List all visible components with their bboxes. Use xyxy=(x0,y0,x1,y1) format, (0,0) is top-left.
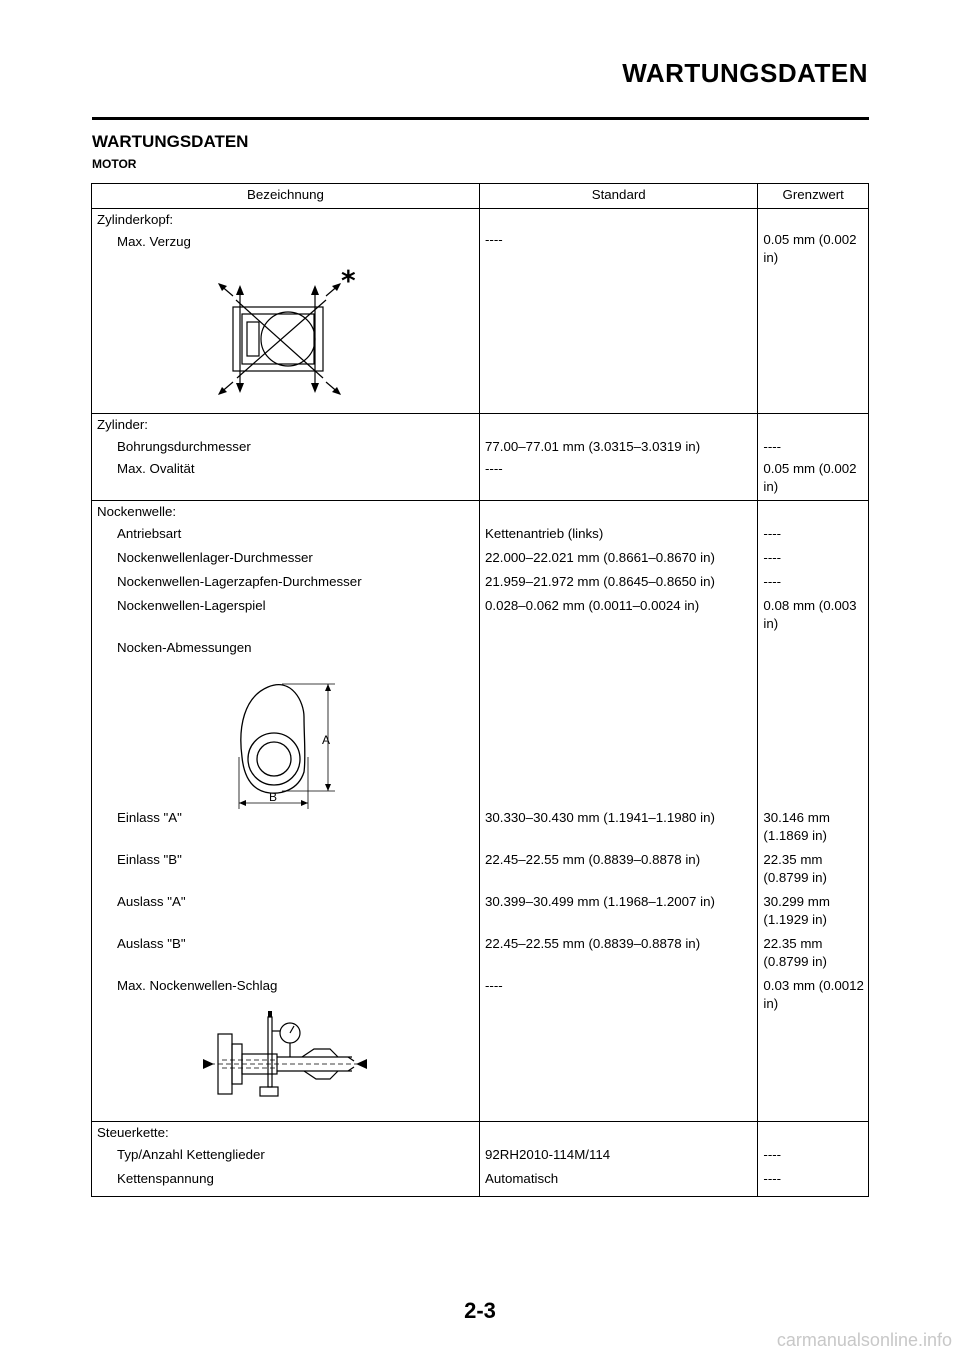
standard-value: 30.330–30.430 mm (1.1941–1.1980 in) xyxy=(485,810,715,825)
column-header-grenzwert: Grenzwert xyxy=(758,184,869,209)
standard-value: 92RH2010-114M/114 xyxy=(485,1147,611,1162)
page-number: 2-3 xyxy=(464,1298,496,1323)
cam-label-a: A xyxy=(322,733,331,747)
column-header-bezeichnung: Bezeichnung xyxy=(92,184,480,209)
row-name: Nocken-Abmessungen xyxy=(117,640,252,655)
row-name: Antriebsart xyxy=(117,526,182,541)
limit-value: ---- xyxy=(763,1171,782,1186)
group-steuerkette xyxy=(92,1122,869,1197)
group-label: Zylinderkopf: xyxy=(97,212,174,227)
standard-value: ---- xyxy=(485,232,503,247)
row-name: Kettenspannung xyxy=(117,1171,214,1186)
limit-value: ---- xyxy=(763,1147,782,1162)
section-title: WARTUNGSDATEN xyxy=(92,132,249,151)
group-nockenwelle xyxy=(92,501,869,1122)
standard-value: 77.00–77.01 mm (3.0315–3.0319 in) xyxy=(485,439,701,454)
standard-value: 0.028–0.062 mm (0.0011–0.0024 in) xyxy=(485,598,700,613)
standard-value: ---- xyxy=(485,978,503,993)
row-name: Nockenwellen-Lagerzapfen-Durchmesser xyxy=(117,574,362,589)
row-name: Auslass "A" xyxy=(117,894,186,909)
limit-value: 22.35 mm (0.8799 in) xyxy=(763,852,827,885)
limit-value: 22.35 mm (0.8799 in) xyxy=(763,936,827,969)
row-name: Auslass "B" xyxy=(117,936,186,951)
limit-value: 0.03 mm (0.0012 in) xyxy=(763,978,864,1011)
row-name: Max. Ovalität xyxy=(117,461,195,476)
limit-value: ---- xyxy=(763,526,782,541)
limit-value: ---- xyxy=(763,550,782,565)
row-name: Max. Verzug xyxy=(117,234,191,249)
limit-value: 0.05 mm (0.002 in) xyxy=(763,232,857,265)
row-name: Einlass "A" xyxy=(117,810,182,825)
standard-value: Automatisch xyxy=(485,1171,559,1186)
standard-value: 22.000–22.021 mm (0.8661–0.8670 in) xyxy=(485,550,715,565)
standard-value: 21.959–21.972 mm (0.8645–0.8650 in) xyxy=(485,574,715,589)
limit-value: 0.05 mm (0.002 in) xyxy=(763,461,857,494)
standard-value: 22.45–22.55 mm (0.8839–0.8878 in) xyxy=(485,852,701,867)
row-name: Einlass "B" xyxy=(117,852,182,867)
group-label: Steuerkette: xyxy=(97,1125,169,1140)
warp-measurement-figure xyxy=(92,255,479,413)
limit-value: ---- xyxy=(763,574,782,589)
limit-value: ---- xyxy=(763,439,782,454)
group-zylinderkopf xyxy=(92,209,869,414)
row-name: Bohrungsdurchmesser xyxy=(117,439,251,454)
group-zylinder xyxy=(92,414,869,501)
standard-value: ---- xyxy=(485,461,503,476)
group-label: Nockenwelle: xyxy=(97,504,177,519)
table-header-row xyxy=(92,184,869,209)
standard-value: 30.399–30.499 mm (1.1968–1.2007 in) xyxy=(485,894,715,909)
group-label: Zylinder: xyxy=(97,417,148,432)
limit-value: 0.08 mm (0.003 in) xyxy=(763,598,857,631)
watermark: carmanualsonline.info xyxy=(776,1330,952,1350)
svg-text:*: * xyxy=(341,264,356,297)
limit-value: 30.146 mm (1.1869 in) xyxy=(763,810,830,843)
runout-measurement-figure xyxy=(92,1011,479,1121)
row-name: Max. Nockenwellen-Schlag xyxy=(117,978,278,993)
page-header-title: WARTUNGSDATEN xyxy=(622,58,868,88)
limit-value: 30.299 mm (1.1929 in) xyxy=(763,894,830,927)
row-name: Nockenwellenlager-Durchmesser xyxy=(117,550,313,565)
cam-dimensions-figure xyxy=(92,657,479,809)
row-name: Nockenwellen-Lagerspiel xyxy=(117,598,266,613)
cam-label-b: B xyxy=(269,790,278,804)
column-header-standard: Standard xyxy=(480,184,758,209)
standard-value: 22.45–22.55 mm (0.8839–0.8878 in) xyxy=(485,936,701,951)
standard-value: Kettenantrieb (links) xyxy=(485,526,604,541)
header-divider xyxy=(92,117,869,120)
row-name: Typ/Anzahl Kettenglieder xyxy=(117,1147,265,1162)
spec-table xyxy=(91,183,869,1197)
subsection-title: MOTOR xyxy=(92,157,137,171)
